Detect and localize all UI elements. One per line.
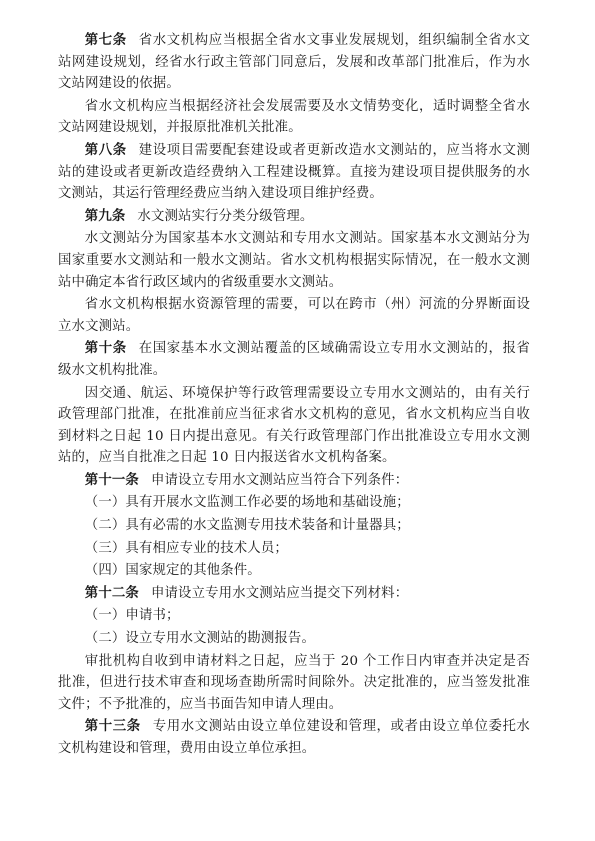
list-item [58, 515, 530, 537]
paragraph [58, 30, 530, 95]
paragraph-text: 水文测站实行分类分级管理。 [137, 208, 314, 224]
paragraph [58, 338, 530, 381]
paragraph-text: （一）申请书； [84, 608, 180, 624]
paragraph [58, 294, 530, 337]
paragraph-text: （三）具有相应专业的技术人员； [84, 540, 288, 556]
article-number: 第十条 [84, 341, 127, 357]
paragraph-text: 水文测站分为国家基本水文测站和专用水文测站。国家基本水文测站分为国家重要水文测站和一般水文测站。省水文机构根据实际情况，在一般水文测站中确定本省行政区域内的省级重要水文测站。 [58, 231, 530, 290]
article-number: 第八条 [84, 142, 127, 158]
paragraph [58, 206, 530, 228]
article-number: 第十一条 [84, 472, 139, 488]
list-item [58, 492, 530, 514]
article-number: 第七条 [84, 33, 127, 48]
article-number: 第十二条 [84, 585, 139, 601]
paragraph-text: （四）国家规定的其他条件。 [84, 563, 261, 579]
paragraph-text: 申请设立专用水文测站应当提交下列材料： [150, 585, 409, 601]
paragraph [58, 140, 530, 205]
paragraph [58, 383, 530, 469]
list-item [58, 538, 530, 560]
paragraph-text: 建设项目需要配套建设或者更新改造水文测站的，应当将水文测站的建设或者更新改造经费纳入工程建设概算。直接为建设项目提供服务的水文测站，其运行管理经费应当纳入建设项目维护经费。 [58, 142, 530, 202]
paragraph-text: 专用水文测站由设立单位建设和管理，或者由设立单位委托水文机构建设和管理，费用由设立单位承担。 [58, 719, 530, 756]
paragraph-text: 省水文机构应当根据经济社会发展需要及水文情势变化，适时调整全省水文站网建设规划，并报原批准机关批准。 [58, 98, 530, 136]
paragraph-text: 审批机构自收到申请材料之日起，应当于 20 个工作日内审查并决定是否批准，但进行技术审查和现场查勘所需时间除外。决定批准的，应当签发批准文件；不予批准的，应当书面告知申请人理由。 [58, 653, 530, 712]
paragraph-text: 省水文机构应当根据全省水文事业发展规划，组织编制全省水文站网建设规划，经省水行政主管部门同意后，发展和改革部门批准后，作为水文站网建设的依据。 [58, 33, 530, 92]
paragraph [58, 651, 530, 716]
article-number: 第十三条 [84, 719, 141, 735]
paragraph-text: （二）具有必需的水文监测专用技术装备和计量器具； [84, 518, 410, 534]
paragraph-text: 申请设立专用水文测站应当符合下列条件： [150, 472, 409, 488]
paragraph [58, 470, 530, 492]
paragraph-text: 省水文机构根据水资源管理的需要，可以在跨市（州）河流的分界断面设立水文测站。 [58, 297, 530, 334]
paragraph [58, 716, 530, 759]
document-body [58, 30, 530, 761]
list-item [58, 605, 530, 627]
paragraph-text: 在国家基本水文测站覆盖的区域确需设立专用水文测站的，报省级水文机构批准。 [58, 341, 530, 378]
list-item [58, 560, 530, 582]
paragraph [58, 583, 530, 605]
paragraph [58, 96, 530, 139]
paragraph-text: （二）设立专用水文测站的勘测报告。 [84, 631, 315, 647]
paragraph [58, 228, 530, 293]
list-item [58, 628, 530, 650]
paragraph-text: （一）具有开展水文监测工作必要的场地和基础设施； [84, 495, 410, 511]
article-number: 第九条 [84, 208, 126, 224]
paragraph-text: 因交通、航运、环境保护等行政管理需要设立专用水文测站的，由有关行政管理部门批准，在批准前应当征求省水文机构的意见，省水文机构应当自收到材料之日起 10 日内提出意见。有关行政管理部门作出批准设立专用水文测站的，应当自批准之日起 10 日内报送省水文机构备案。 [58, 385, 530, 466]
